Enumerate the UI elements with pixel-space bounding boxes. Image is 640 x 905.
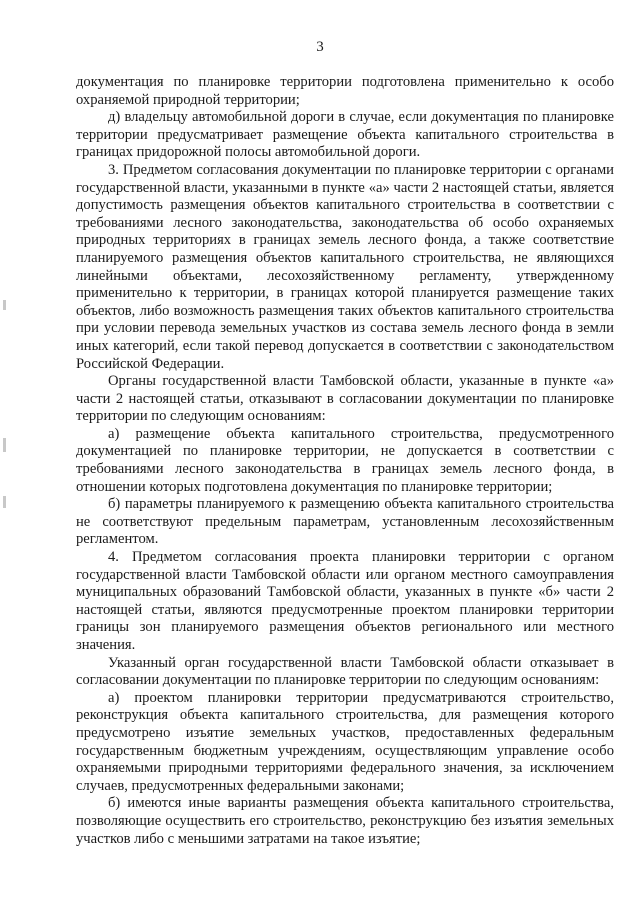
paragraph: Указанный орган государственной власти Тамбовской области отказывает в согласовании документации по планировке территории по следующим основаниям: [76,654,614,689]
scan-margin-mark [3,300,6,310]
paragraph: документация по планировке территории подготовлена применительно к особо охраняемой природной территории; [76,74,614,108]
document-body [76,74,614,848]
paragraph: 4. Предметом согласования проекта планировки территории с органом государственной власти Тамбовской области или органом местного самоуправления муниципальных образований Тамбовской области, указанных в пункте «б» части 2 настоящей статьи, являются предусмотренные проектом планировки территории границы зон планируемого размещения объектов регионального или местного значения. [76,549,614,653]
scan-margin-mark [3,496,6,508]
paragraph: б) имеются иные варианты размещения объекта капитального строительства, позволяющие осуществить его строительство, реконструкцию без изъятия земельных участков либо с меньшими затратами на такое изъятие; [76,795,614,847]
paragraph: а) проектом планировки территории предусматриваются строительство, реконструкция объекта капитального строительства, для размещения которого предусмотрено изъятие земельных участков, предоставленных федеральным государственным бюджетным учреждениям, осуществляющим управление особо охраняемыми природными территориями федерального значения, за исключением случаев, предусмотренных федеральными законами; [76,689,614,794]
paragraph: 3. Предметом согласования документации по планировке территории с органами государственной власти, указанными в пункте «а» части 2 настоящей статьи, является допустимость размещения объектов капитального строительства в соответствии с требованиями лесного законодательства, законодательства об особо охраняемых природных территориях в границах земель лесного фонда, а также соответствие планируемого размещения объектов капитального строительства, не являющихся линейными объектами, лесохозяйственному регламенту, утвержденному применительно к территории, в границах которой планируется размещение таких объектов, либо возможность размещения таких объектов капитального строительства при условии перевода земельных участков из состава земель лесного фонда в земли иных категорий, если такой перевод допускается в соответствии с законодательством Российской Федерации. [76,161,614,372]
paragraph: д) владельцу автомобильной дороги в случае, если документация по планировке территории предусматривает размещение объекта капитального строительства в границах придорожной полосы автомобильной дороги. [76,109,614,161]
page-number: 3 [316,39,324,55]
paragraph: Органы государственной власти Тамбовской области, указанные в пункте «а» части 2 настоящей статьи, отказывают в согласовании документации по планировке территории по следующим основаниям: [76,373,614,425]
scan-margin-mark [3,438,6,452]
paragraph: а) размещение объекта капитального строительства, предусмотренного документацией по планировке территории, не допускается в соответствии с требованиями лесного законодательства в границах земель лесного фонда, в отношении которых подготовлена документация по планировке территории; [76,425,614,495]
paragraph: б) параметры планируемого к размещению объекта капитального строительства не соответствуют предельным параметрам, установленным лесохозяйственным регламентом. [76,496,614,548]
